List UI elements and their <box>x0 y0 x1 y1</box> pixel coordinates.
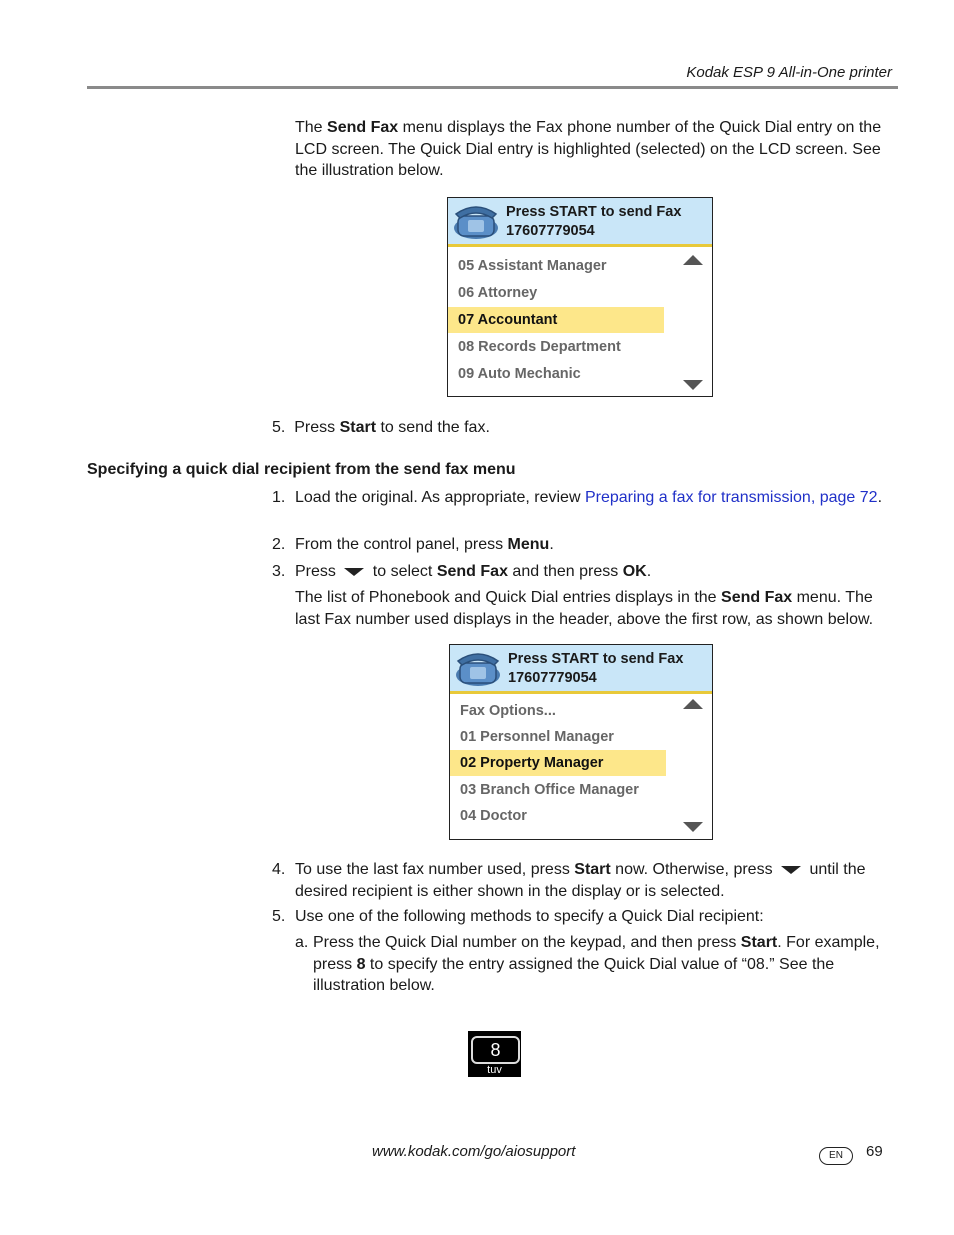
lcd-header <box>448 198 712 247</box>
step-4: To use the last fax number used, press Start now. Otherwise, press until the desired recipient is either shown in the display or is selected. <box>295 861 866 900</box>
lcd-row[interactable]: 06 Attorney <box>458 285 538 301</box>
lcd-row[interactable]: 05 Assistant Manager <box>458 258 607 274</box>
preparing-fax-link[interactable]: Preparing a fax for transmission, page 72 <box>584 489 878 506</box>
lcd-header <box>450 645 712 694</box>
intro-paragraph: The Send Fax menu displays the Fax phone number of the Quick Dial entry on the LCD screen. The Quick Dial entry is highlighted (selected) on the LCD screen. See the illustration below. <box>295 119 882 179</box>
keypad-8-button[interactable] <box>468 1031 521 1077</box>
page-number: 69 <box>866 1143 883 1160</box>
keypad-digit: 8 <box>471 1036 520 1064</box>
step-5: Use one of the following methods to specify a Quick Dial recipient: <box>295 908 764 925</box>
lcd-screen-quick-dial <box>447 197 713 397</box>
down-arrow-icon <box>344 568 364 576</box>
telephone-icon <box>452 202 500 240</box>
step-5-number: 5. <box>272 908 286 925</box>
lcd-title: Press START to send Fax 17607779054 <box>506 204 682 239</box>
lcd-row-selected[interactable]: 02 Property Manager <box>450 750 666 776</box>
telephone-icon <box>454 649 502 687</box>
scroll-down-arrow-icon[interactable] <box>683 822 703 832</box>
step-3-note: The list of Phonebook and Quick Dial entries displays in the Send Fax menu. The last Fax number used displays in the header, above the first row, as shown below. <box>295 589 874 628</box>
lcd-row-selected[interactable]: 07 Accountant <box>448 307 664 333</box>
running-header: Kodak ESP 9 All-in-One printer <box>686 64 892 81</box>
lcd-row[interactable]: 08 Records Department <box>458 339 621 355</box>
scroll-down-arrow-icon[interactable] <box>683 380 703 390</box>
header-rule <box>87 86 898 89</box>
down-arrow-icon <box>781 866 801 874</box>
step-4-number: 4. <box>272 861 286 878</box>
step-3: Press to select Send Fax and then press OK. <box>295 563 652 580</box>
keypad-letters: tuv <box>487 1064 502 1076</box>
footer-url: www.kodak.com/go/aiosupport <box>372 1143 576 1160</box>
lcd-row[interactable]: 03 Branch Office Manager <box>460 782 639 798</box>
step-1-number: 1. <box>272 489 286 506</box>
scroll-up-arrow-icon[interactable] <box>683 255 703 265</box>
step-5a: Press the Quick Dial number on the keypad, and then press Start. For example, press 8 to specify the entry assigned the Quick Dial value of “08.” See the illustration below. <box>313 934 880 994</box>
step-3-number: 3. <box>272 563 286 580</box>
section-heading: Specifying a quick dial recipient from the send fax menu <box>87 461 516 478</box>
lcd-row[interactable]: 04 Doctor <box>460 808 527 824</box>
lcd-row[interactable]: 01 Personnel Manager <box>460 729 614 745</box>
step-5-press-start: 5. Press Start to send the fax. <box>272 419 490 436</box>
lcd-title: Press START to send Fax 17607779054 <box>508 651 684 686</box>
scroll-up-arrow-icon[interactable] <box>683 699 703 709</box>
lcd-row[interactable]: Fax Options... <box>460 703 556 719</box>
language-badge: EN <box>819 1147 853 1165</box>
step-5a-letter: a. <box>295 934 309 951</box>
step-2-number: 2. <box>272 536 286 553</box>
step-2: From the control panel, press Menu. <box>295 536 554 553</box>
step-1: Load the original. As appropriate, review Preparing a fax for transmission, page 72. <box>295 489 883 506</box>
lcd-screen-send-fax <box>449 644 713 840</box>
lcd-row[interactable]: 09 Auto Mechanic <box>458 366 581 382</box>
